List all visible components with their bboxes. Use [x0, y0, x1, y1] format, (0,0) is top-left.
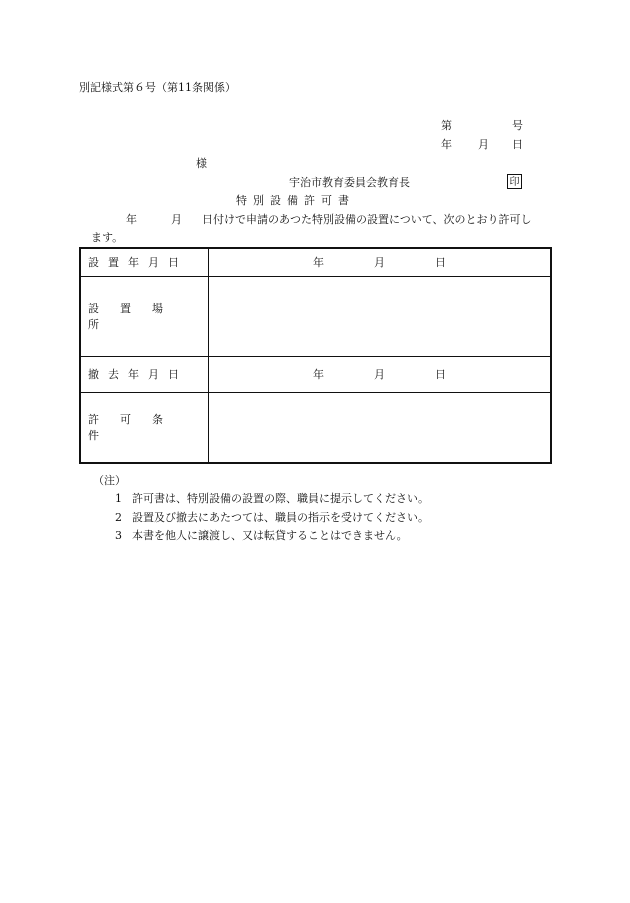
body-text-line2: ます。: [91, 231, 124, 244]
note-item: 1 許可書は、特別設備の設置の際、職員に提示してください。: [115, 492, 429, 505]
table-row: [80, 392, 551, 463]
document-number-suffix: 号: [512, 119, 523, 132]
form-identifier: 別記様式第６号（第11条関係）: [79, 81, 236, 94]
body-text-line1: [126, 213, 532, 227]
row-label: 許可条件: [80, 392, 209, 463]
issue-date-month: 月: [478, 138, 489, 151]
document-title: 特別設備許可書: [236, 194, 355, 207]
permit-table: [79, 247, 552, 464]
note-item: 2 設置及び撤去にあたつては、職員の指示を受けてください。: [115, 511, 429, 524]
document-number-prefix: 第: [441, 119, 452, 132]
body-month: 月: [171, 213, 182, 226]
notes-heading: （注）: [93, 474, 126, 487]
row-label: 撤去年月日: [80, 356, 209, 392]
install-date-value: 年 月 日: [209, 248, 552, 276]
issuer-name: 宇治市教育委員会教育長: [289, 176, 410, 189]
permit-conditions-value: [209, 392, 552, 463]
row-label: 設置場所: [80, 276, 209, 356]
body-text: 日付けで申請のあつた特別設備の設置について、次のとおり許可し: [202, 213, 532, 226]
table-row: [80, 248, 551, 276]
note-item: 3 本書を他人に譲渡し、又は転貸することはできません。: [115, 529, 408, 542]
issue-date-year: 年: [441, 138, 452, 151]
seal-mark: 印: [507, 174, 522, 189]
issue-date-day: 日: [512, 138, 523, 151]
body-year: 年: [126, 213, 137, 226]
install-location-value: [209, 276, 552, 356]
addressee-honorific: 様: [196, 157, 207, 170]
table-row: [80, 276, 551, 356]
removal-date-value: 年 月 日: [209, 356, 552, 392]
row-label: 設置年月日: [80, 248, 209, 276]
table-row: [80, 356, 551, 392]
